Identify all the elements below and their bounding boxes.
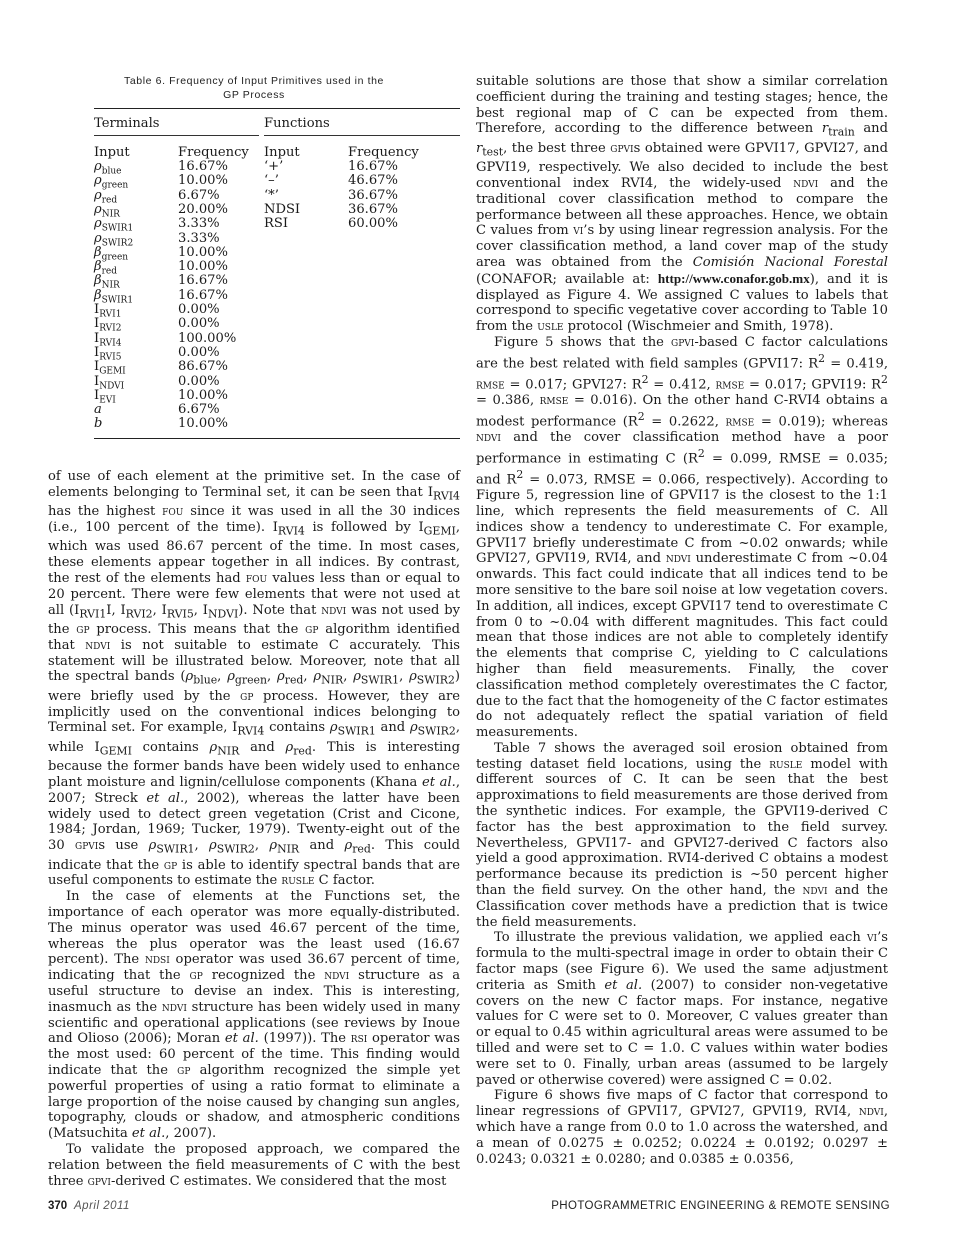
terminal-subscript: GEMI [99,366,126,377]
terminal-frequency-cell: 10.00% [178,387,228,403]
function-frequency-cell: 16.67% [348,159,398,174]
terminal-symbol: I [94,359,100,375]
page-footer [48,1200,890,1216]
function-input-cell: ‘*’ [264,187,279,203]
terminal-subscript: RVI2 [99,323,122,334]
terminal-frequency-cell: 100.00% [178,330,237,346]
terminal-symbol: β [94,244,102,260]
table-caption-line1: Table 6. Frequency of Input Primitives used in the [124,75,384,87]
body-paragraph: Table 7 shows the averaged soil erosion obtained from testing dataset field locations, using the rusle model with different sources of C. It can be seen that the best approximations to field measurements are those derived from the synthetic indices. For example, the GPVI19-derived C factor has the best approximation to the field survey. Nevertheless, GPVI17- and GPVI27-derived C factors also yield a good approximation. RVI4-derived C obtains a modest performance because its prediction is ~50 percent higher than the field survey. On the other hand, the ndvi and the Classification cover methods have a prediction that is twice the field measurements. [476,740,889,930]
body-paragraph: Figure 5 shows that the gpvi-based C factor calculations are the best related with field samples (GPVI17: $R^2 = 0.419$, rmse = 0.017; GPVI27: $R^2 = 0.412$, rmse = 0.017; GPVI19: $R^2 = 0.386$, rmse = 0.016). On the other hand C-RVI4 obtains a modest performance ($R^2 = 0.2622$, rmse = 0.019); whereas ndvi and the cover classification method have a poor performance in estimating C ($R^2 = 0.099$, RMSE = 0.035; and $R^2 = 0.073$, RMSE = 0.066, respectively). According to Figure 5, regression line of GPVI17 is the closest to the 1:1 line, which represents the field measurements of C. All indices show a tendency to underestimate C. For example, GPVI17 briefly underestimate C from ~0.02 onwards; while GPVI27, GPVI19, RVI4, and ndvi underestimate C from ~0.04 onwards. This fact could indicate that all indices tend to be more sensitive to the bare soil noise at low vegetation covers. In addition, all indices, except GPVI17 tend to overestimate C from 0 to ~0.04 with different magnitudes. This fact could mean that those indices are not able to completely identify the elements that comprise C, yielding to C calculations higher than field measurements. Finally, the cover classification method completely overestimates the C factor, due to the fact that the homogeneity of the C factor estimates do not adequately reflect the spatial variation of field measurements. [476,334,888,741]
terminal-frequency-cell: 6.67% [178,402,220,418]
table-6 [48,74,460,469]
header-terminals: Terminals [94,116,160,131]
terminal-frequency-cell: 86.67% [178,359,228,375]
terminal-subscript: NIR [101,209,120,220]
terminal-subscript: RVI5 [99,352,122,363]
journal-name: PHOTOGRAMMETRIC ENGINEERING & REMOTE SENSING [551,1200,890,1212]
body-paragraph: To validate the proposed approach, we compared the relation between the field measurements of C with the best three gpvi-derived C estimates. We considered that the most [48,1141,460,1189]
conafor-link[interactable]: http://www.conafor.gob.mx [657,270,810,286]
terminal-frequency-cell: 10.00% [178,173,228,189]
terminal-symbol: I [94,373,100,389]
function-frequency-cell: 60.00% [348,216,398,232]
terminal-symbol: ρ [94,159,102,174]
terminal-input-cell [94,417,102,431]
function-input-cell: NDSI [264,201,301,217]
terminal-frequency-cell: 6.67% [178,187,220,203]
terminal-subscript: blue [101,166,122,177]
terminal-symbol: ρ [94,216,102,232]
terminal-frequency-cell: 16.67% [178,159,228,174]
terminal-frequency-cell: 3.33% [178,230,220,246]
body-paragraph: suitable solutions are those that show a similar correlation coefficient during the training and testing stages; hence, the best regional map of C can be expected from them. Therefore, according to the difference between $r_{train}$ and $r_{test}$, the best three gpvis obtained were GPVI17, GPVI27, and GPVI19, respectively. We also decided to include the best conventional index RVI4, the widely-used ndvi and the traditional cover classification method to compare the performance between all these approaches. Hence, we obtain C values from vi’s by using linear regression analysis. For the cover classification method, a land cover map of the study area was obtained from the Comisión Nacional Forestal (CONAFOR; available at: http://www.conafor.gob.mx), and it is displayed as Figure 4. We assigned C values to labels that correspond to specific vegetative cover according to Table 10 from the usle protocol (Wischmeier and Smith, 1978). [476,74,888,335]
terminal-subscript: green [101,180,129,191]
terminal-symbol: b [94,416,103,432]
terminal-symbol: β [94,287,102,303]
function-input-cell: ‘+’ [264,159,284,174]
terminal-symbol: ρ [94,173,102,189]
terminal-frequency-cell: 16.67% [178,287,228,303]
function-frequency-cell: 36.67% [348,201,398,217]
function-input-cell: RSI [264,216,289,232]
table-bottom-rule [94,438,460,439]
col-input-terminals: Input [94,145,130,160]
right-column [476,74,888,1167]
body-paragraph: In the case of elements at the Functions set, the importance of each operator was more equally-distributed. The minus operator was used 46.67 percent of the time, whereas the plus operator was the least used (16.67 percent). The ndsi operator was used 36.67 percent of time, indicating that the gp recognized the ndvi structure as a useful structure to devise an index. This is interesting, inasmuch as the ndvi structure has been widely used in many scientific and operational applications (see reviews by Inoue and Olioso (2006); Moran et al. (1997)). The rsi operator was the most used: 60 percent of the time. This finding would indicate that the gp algorithm recognized the simple yet powerful properties of using a ratio format to eliminate a large proportion of the noise caused by changing sun angles, topography, clouds or shadow, and atmospheric conditions (Matsuchita et al., 2007). [48,889,461,1142]
terminal-frequency-cell: 10.00% [178,244,228,260]
functions-rule [264,135,460,136]
terminal-subscript: SWIR2 [101,238,134,249]
terminal-subscript: SWIR1 [101,295,134,306]
col-frequency-functions: Frequency [348,145,419,160]
table-caption-line2: GP Process [223,89,285,101]
body-paragraph: To illustrate the previous validation, we applied each vi’s formula to the multi-spectral image in order to obtain their C factor maps (see Figure 6). We used the same adjustment criteria as Smith et al. (2007) to consider non-vegetative covers on the new C factor maps. For instance, negative values for C were set to 0. Moreover, C values greater than or equal to 0.45 within agricultural areas were assumed to be tilled and were set to C = 1.0. C values within water bodies were set to 0. Finally, urban areas (assumed to be largely paved or otherwise covered) were assigned C = 0.02. [476,930,888,1088]
terminal-subscript: SWIR1 [101,223,134,234]
table-caption [48,74,460,102]
function-input-cell: ‘–’ [264,173,279,189]
left-column [48,74,460,1189]
terminal-frequency-cell: 10.00% [178,416,228,432]
terminal-symbol: β [94,259,102,275]
terminal-symbol: ρ [94,201,102,217]
terminal-symbol: a [94,402,102,418]
terminal-subscript: RVI1 [99,309,122,320]
terminal-symbol: I [94,330,100,346]
function-frequency-cell: 36.67% [348,187,398,203]
terminal-symbol: I [94,387,100,403]
terminal-frequency-cell: 0.00% [178,316,220,332]
terminal-frequency-cell: 0.00% [178,344,220,360]
header-functions: Functions [264,116,330,131]
body-paragraph: Figure 6 shows five maps of C factor that correspond to linear regressions of GPVI17, GPVI27, GPVI19, RVI4, ndvi, which have a range from 0.0 to 1.0 across the watershed, and a mean of 0.0275 ± 0.0252; 0.0224 ± 0.0192; 0.0297 ± 0.0243; 0.0321 ± 0.0280; and 0.0385 ± 0.0356, [476,1088,888,1167]
terminal-frequency-cell: 10.00% [178,259,228,275]
terminals-rule [94,135,259,136]
issue-date: April 2011 [74,1200,130,1212]
terminal-subscript: NIR [101,281,120,291]
terminal-subscript: RVI4 [99,338,122,349]
terminal-subscript: green [101,252,129,263]
terminal-symbol: I [94,344,100,360]
terminal-symbol: I [94,302,100,317]
terminal-frequency-cell: 3.33% [178,216,220,232]
terminal-subscript: NDVI [99,381,125,392]
terminal-frequency-cell: 0.00% [178,373,220,389]
function-frequency-cell: 46.67% [348,173,398,189]
terminal-symbol: ρ [94,187,102,203]
page-number: 370 [48,1200,68,1212]
terminal-frequency-cell: 16.67% [178,273,228,289]
col-frequency-terminals: Frequency [178,145,249,160]
table-top-rule [94,108,460,109]
terminal-symbol: β [94,273,102,289]
terminal-symbol: I [94,316,100,332]
terminal-subscript: red [101,195,118,206]
body-paragraph: of use of each element at the primitive set. In the case of elements belonging to Terminal set, it can be seen that $I_{RVI4}$ has the highest fou since it was used in all the 30 indices (i.e., 100 percent of the time). $I_{RVI4}$ is followed by $I_{GEMI}$, which was used 86.67 percent of the time. In most cases, these elements appear together in all indices. By contrast, the rest of the elements had fou values less than or equal to 20 percent. There were few elements that were not used at all ($I_{RVI1}I$, $I_{RVI2}$, $I_{RVI5}$, $I_{NDVI}$). Note that ndvi was not used by the gp process. This means that the gp algorithm identified that ndvi is not suitable to estimate C accurately. This statement will be illustrated below. Moreover, note that all the spectral bands ($\rho_{blue}$, $\rho_{green}$, $\rho_{red}$, $\rho_{NIR}$, $\rho_{SWIR1}$, $\rho_{SWIR2}$) were briefly used by the gp process. However, they are implicitly used on the conventional indices belonging to Terminal set. For example, $I_{RVI4}$ contains $\rho_{SWIR1}$ and $\rho_{SWIR2}$, while $I_{GEMI}$ contains $\rho_{NIR}$ and $\rho_{red}$. This is interesting because the former bands have been widely used to enhance plant moisture and lignin/cellulose components (Khana et al., 2007; Streck et al., 2002), whereas the latter have been widely used to detect green vegetation (Crist and Cicone, 1984; Jordan, 1969; Tucker, 1979). Twenty-eight out of the 30 gpvis use $\rho_{SWIR1}$, $\rho_{SWIR2}$, $\rho_{NIR}$ and $\rho_{red}$. This could indicate that the gp is able to identify spectral bands that are useful components to estimate the rusle C factor. [48,469,461,889]
terminal-input-cell [94,403,102,417]
terminal-subscript: EVI [99,395,116,406]
col-input-functions: Input [264,145,300,160]
terminal-symbol: ρ [94,230,102,246]
terminal-frequency-cell: 0.00% [178,302,220,317]
terminal-frequency-cell: 20.00% [178,201,228,217]
terminal-subscript: red [101,266,117,277]
